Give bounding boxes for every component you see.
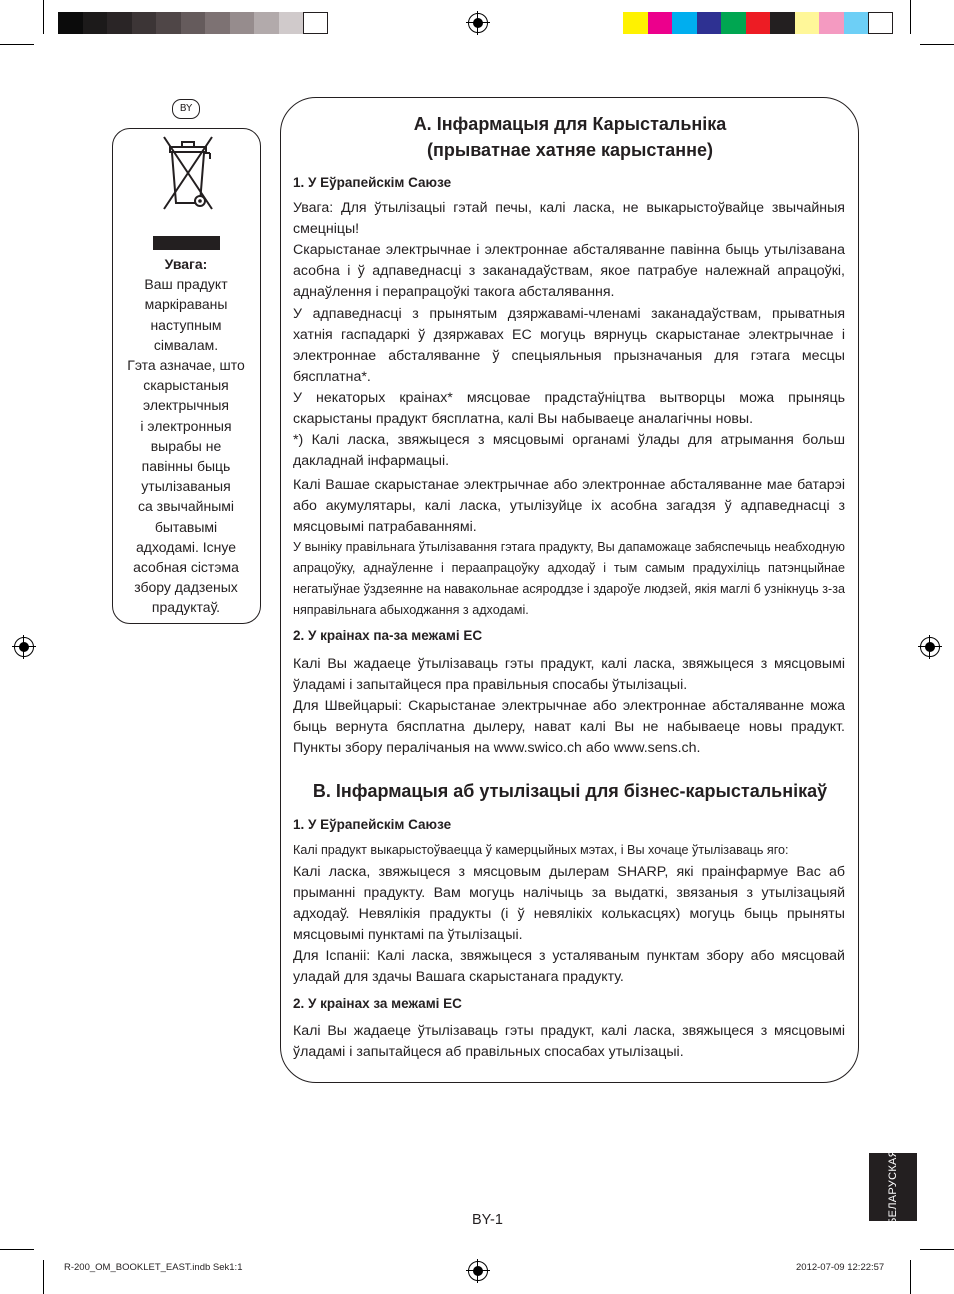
color-swatch [697,12,722,34]
paragraph: У некаторых краінах* мясцовае прадстаўніцтва вытворцы можа прыняць скарыстаны прадукт бясплатна, калі Вы набываеце аналагічны новы. [293,390,845,427]
paragraph: Калі прадукт выкарыстоўваецца ў камерцыйных мэтах, і Вы хочаце ўтылізаваць яго: [293,843,789,857]
warning-line: асобная сістэма [133,559,239,576]
footer-timestamp: 2012-07-09 12:22:57 [796,1262,885,1273]
color-swatch [156,12,181,34]
language-badge: BY [172,99,200,119]
paragraph: Для Швейцарыі: Скарыстанае электрычнае або электроннае абсталяванне можа быць вернута бясплатна дылеру, нават калі Вы не набываеце новы прадукт. Пункты збору пералічаныя на www.swico.ch або www.sens.ch. [293,698,845,756]
color-swatch [795,12,820,34]
crop-mark [920,44,954,45]
color-swatch [746,12,771,34]
warning-line: збору дадзеных [134,579,238,596]
color-swatch [648,12,673,34]
paragraph: Скарыстанае электрычнае і электроннае абсталяванне павінна быць утылізавана асобна і ў адпаведнасці з заканадаўствам, якое патрабуе належнай апрацоўкі, аднаўлення і перапрацоўкі такога абсталявання. [293,242,845,300]
color-swatch [58,12,83,34]
paragraph: У адпаведнасці з прынятым дзяржавамі-членамі заканадаўствам, прыватныя хатнія гаспадаркі ў дзяржавах ЕС могуць вярнуць скарыстанае электрычнае і электроннае абсталяванне ў спецыяльныя прызначаныя для гэтага месцы бясплатна*. [293,306,845,385]
paragraph: Для Іспаніі: Калі ласка, звяжыцеся з усталяваным пунктам збору або мясцовай уладай для здачы Вашага скарыстанага прадукту. [293,948,845,985]
section-a-title-line2: (прыватнае хатняе карыстанне) [427,140,713,160]
warning-line: утылізаваныя [141,478,231,495]
crop-mark [910,1260,911,1294]
color-swatch [254,12,279,34]
color-swatch [279,12,304,34]
warning-line: бытавымі [154,518,218,535]
section-b-subheading-non-eu: 2. У краінах за межамі ЕС [293,996,462,1011]
warning-title: Увага: [164,256,208,272]
registration-mark-icon [920,637,940,657]
warning-line: маркіраваны [144,296,228,313]
crossed-out-wheeled-bin-icon [158,133,218,213]
section-a-subheading-non-eu: 2. У краінах па-за межамі ЕС [293,628,483,643]
crop-mark [43,1260,44,1294]
warning-line: са звычайнымі [137,498,235,515]
color-swatch [83,12,108,34]
color-swatch [770,12,795,34]
color-swatch [181,12,206,34]
color-swatch [819,12,844,34]
color-swatch [868,12,893,34]
color-swatch [132,12,157,34]
warning-line: і электронныя [140,417,232,434]
crop-mark [910,0,911,34]
paragraph: Увага: Для ўтылізацыі гэтай печы, калі ласка, не выкарыстоўвайце звычайныя смецніцы! [293,200,845,237]
color-swatch [721,12,746,34]
color-swatch [303,12,328,34]
registration-mark-icon [14,637,34,657]
color-swatch [844,12,869,34]
warning-line: Гэта азначае, што [127,357,245,374]
paragraph: Калі Вы жадаеце ўтылізаваць гэты прадукт, калі ласка, звяжыцеся з мясцовымі ўладамі і запытайцеся аб правільных спосабах утылізацыі. [293,1023,845,1060]
color-swatch [623,12,648,34]
section-b-title: B. Інфармацыя аб утылізацыі для бізнес-карыстальнікаў [312,781,828,801]
paragraph: Калі ласка, звяжыцеся з мясцовым дылерам SHARP, які праінфармуе Вас аб прыманні прадукту. Вам могуць налічыць за выдаткі, звязаныя з утылізацыяй адходаў. Невялікія прадукты (і ў невялікіх колькасцях) могуць быць прыняты мясцовымі пунктамі па ўтылізацыі. [293,864,845,943]
section-b-subheading-eu: 1. У Еўрапейскім Саюзе [293,817,452,832]
crop-mark [0,44,34,45]
language-tab-label: БЕЛАРУСКАЯ [887,1149,899,1225]
warning-line: прадуктаў. [151,599,221,616]
warning-line: павінны быць [141,458,231,475]
color-swatch [205,12,230,34]
warning-line: наступным [150,316,222,333]
crop-mark [920,1249,954,1250]
warning-text [112,254,260,618]
page-number: BY-1 [472,1212,503,1228]
warning-line: электрычныя [142,397,229,414]
color-swatch [672,12,697,34]
color-swatch [107,12,132,34]
paragraph: *) Калі ласка, звяжыцеся з мясцовымі органамі ўлады для атрымання больш дакладнай інфармацыі. [293,432,845,469]
crop-mark [43,0,44,34]
paragraph: У выніку правільнага ўтылізавання гэтага прадукту, Вы дапаможаце забяспечыць неабходную апрацоўку, аднаўленне і пераапрацоўку адходаў і тым самым прадухіліць патэнцыйнае негатыўнае ўздзеянне на навакольнае асяроддзе і здароўе людзей, якія маглі б узнікнуць з-за няправільнага абыходжання з адходамі. [293,540,845,617]
paragraph: Калі Вы жадаеце ўтылізаваць гэты прадукт, калі ласка, звяжыцеся з мясцовымі ўладамі і запытайцеся пра правільныя спосабы ўтылізацыі. [293,656,845,693]
warning-line: вырабы не [150,437,222,454]
footer-file-info: R-200_OM_BOOKLET_EAST.indb Sek1:1 [64,1262,243,1273]
registration-mark-icon [468,13,488,33]
paragraph: Калі Вашае скарыстанае электрычнае або электроннае абсталяванне мае батарэі або акумулятары, калі ласка, утылізуйце іх асобна загадзя ў адпаведнасці з мясцовымі патрабаваннямі. [293,477,845,535]
registration-mark-icon [468,1261,488,1281]
section-a-title-line1: A. Інфармацыя для Карыстальніка [413,114,727,134]
color-swatch [230,12,255,34]
warning-line: адходамі. Існуе [136,538,236,555]
warning-lines [112,274,260,617]
warning-line: скарыстаныя [143,377,229,394]
section-a-subheading-eu: 1. У Еўрапейскім Саюзе [293,175,452,190]
warning-line: сімвалам. [153,336,219,353]
crop-mark [0,1249,34,1250]
symbol-bar [153,236,220,250]
warning-line: Ваш прадукт [144,276,228,293]
